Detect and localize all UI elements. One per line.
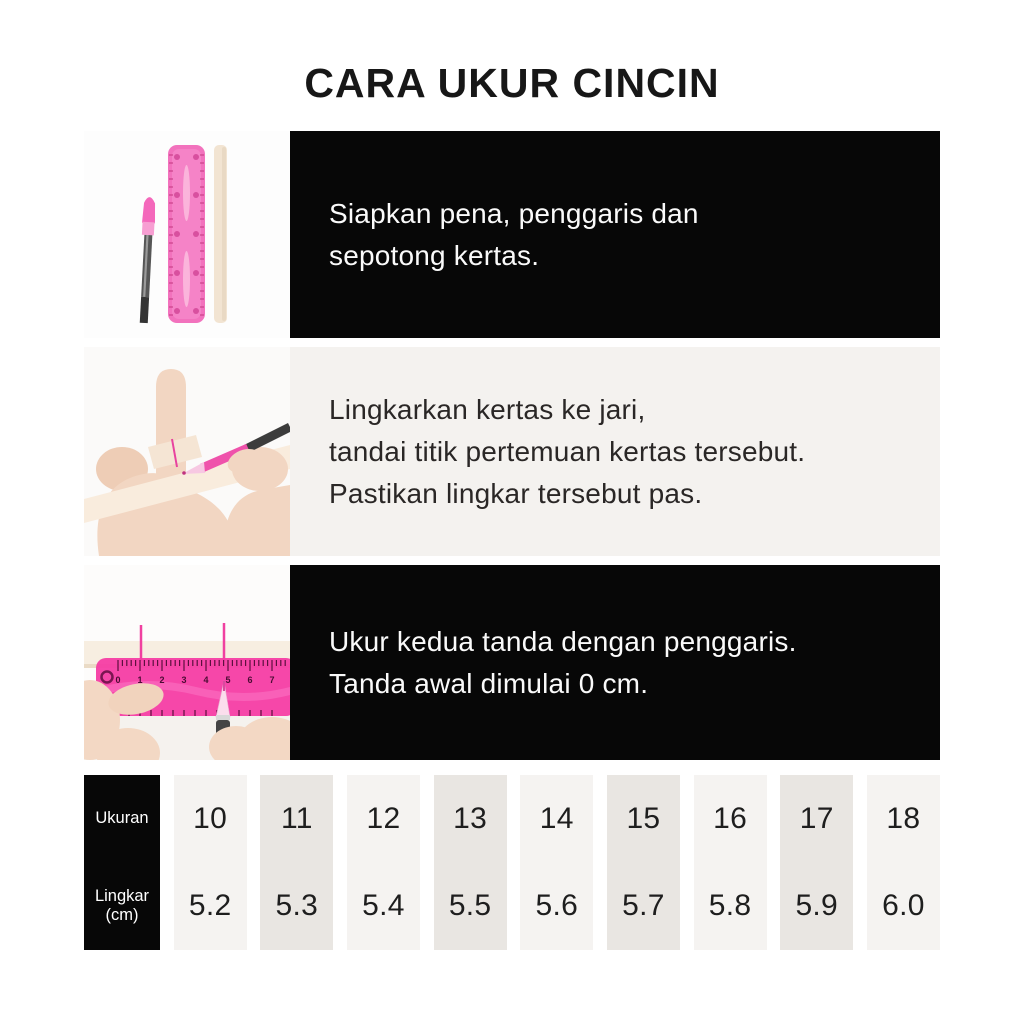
step-2 xyxy=(84,347,940,556)
circumference-value: 5.9 xyxy=(795,889,839,923)
step-2-line-1: Lingkarkan kertas ke jari, xyxy=(329,393,646,425)
ruler-measuring-illustration xyxy=(84,565,290,760)
step-1-line-2: sepotong kertas. xyxy=(329,239,540,271)
size-column-16 xyxy=(694,775,767,950)
size-value: 10 xyxy=(193,801,228,835)
svg-text:4: 4 xyxy=(203,675,209,685)
circumference-value: 6.0 xyxy=(882,889,925,923)
svg-text:3: 3 xyxy=(181,675,187,685)
size-value: 12 xyxy=(366,801,401,835)
circumference-row-label-line1: Lingkar xyxy=(94,887,150,906)
circumference-value: 5.7 xyxy=(622,889,665,923)
circumference-value: 5.4 xyxy=(362,889,405,923)
size-column-13 xyxy=(434,775,507,950)
circumference-value: 5.5 xyxy=(448,889,492,923)
circumference-value: 5.3 xyxy=(275,889,319,923)
step-2-line-3: Pastikan lingkar tersebut pas. xyxy=(329,477,703,509)
size-value: 18 xyxy=(886,801,921,835)
step-1-instruction xyxy=(290,131,940,338)
step-1 xyxy=(84,131,940,338)
step-1-photo xyxy=(84,131,290,338)
svg-text:2: 2 xyxy=(159,675,165,685)
size-row-label: Ukuran xyxy=(95,809,149,828)
size-column-18 xyxy=(867,775,940,950)
step-3-line-1: Ukur kedua tanda dengan penggaris. xyxy=(329,625,797,657)
step-2-photo xyxy=(84,347,290,556)
size-value: 11 xyxy=(280,801,313,835)
step-2-line-2: tandai titik pertemuan kertas tersebut. xyxy=(329,435,806,467)
ring-size-table xyxy=(84,775,940,950)
paper-wrapped-finger-illustration xyxy=(84,347,290,556)
circumference-row-label-line2: (cm) xyxy=(105,906,139,925)
size-value: 16 xyxy=(713,801,748,835)
svg-text:6: 6 xyxy=(247,675,253,685)
size-value: 14 xyxy=(539,801,574,835)
size-value: 15 xyxy=(626,801,661,835)
pen-ruler-paper-illustration xyxy=(84,131,290,338)
step-3-photo xyxy=(84,565,290,760)
circumference-row-label xyxy=(84,863,160,951)
size-column-14 xyxy=(520,775,593,950)
size-column-17 xyxy=(780,775,853,950)
svg-text:1: 1 xyxy=(137,675,143,685)
paper-strip-icon xyxy=(214,145,227,323)
step-1-line-1: Siapkan pena, penggaris dan xyxy=(329,197,699,229)
size-column-10 xyxy=(174,775,247,950)
size-value: 17 xyxy=(799,801,834,835)
svg-text:7: 7 xyxy=(269,675,275,685)
circumference-value: 5.8 xyxy=(708,889,752,923)
size-column-12 xyxy=(347,775,420,950)
step-3-instruction xyxy=(290,565,940,760)
size-value: 13 xyxy=(453,801,488,835)
step-3 xyxy=(84,565,940,760)
ruler-icon xyxy=(168,145,205,323)
table-header-column xyxy=(84,775,160,950)
circumference-value: 5.2 xyxy=(188,889,232,923)
svg-text:5: 5 xyxy=(225,675,231,685)
step-3-line-2: Tanda awal dimulai 0 cm. xyxy=(329,667,649,699)
circumference-value: 5.6 xyxy=(535,889,579,923)
svg-text:0: 0 xyxy=(115,675,121,685)
step-2-instruction xyxy=(290,347,940,556)
size-column-15 xyxy=(607,775,680,950)
page-title: CARA UKUR CINCIN xyxy=(304,60,720,106)
size-column-11 xyxy=(260,775,333,950)
